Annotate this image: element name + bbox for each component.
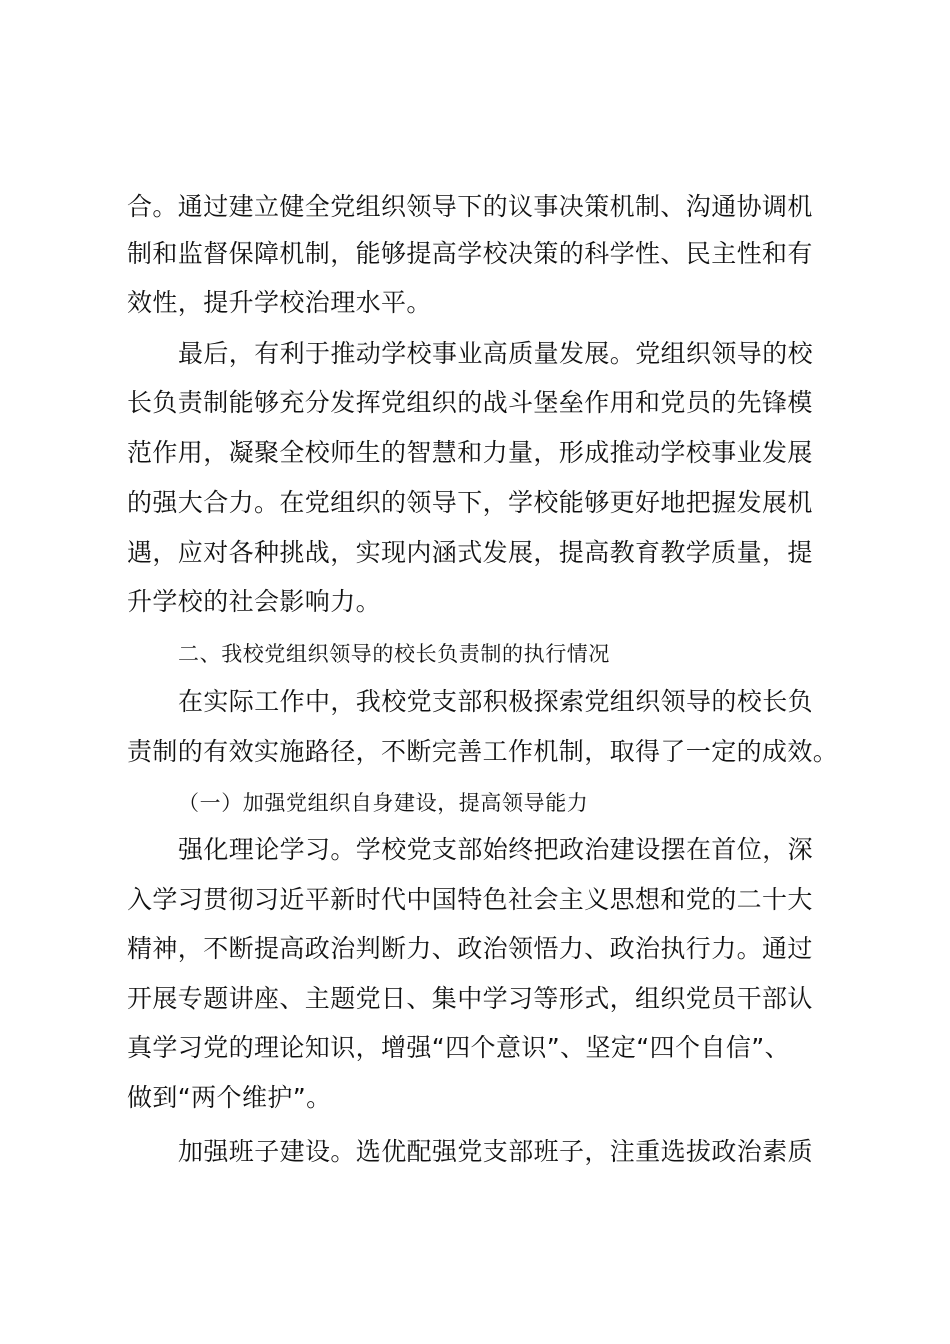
body-text-line: 升学校的社会影响力。 <box>127 587 382 616</box>
body-text-line: 精神，不断提高政治判断力、政治领悟力、政治执行力。通过 <box>127 934 813 963</box>
body-text-line: 合。通过建立健全党组织领导下的议事决策机制、沟通协调机 <box>127 192 813 221</box>
section-heading: 二、我校党组织领导的校长负责制的执行情况 <box>178 642 610 666</box>
body-text-line: 开展专题讲座、主题党日、集中学习等形式，组织党员干部认 <box>127 984 813 1013</box>
paragraph-first-line: 强化理论学习。学校党支部始终把政治建设摆在首位，深 <box>178 835 814 864</box>
body-text-line: 的强大合力。在党组织的领导下，学校能够更好地把握发展机 <box>127 488 813 517</box>
body-text-line: 范作用，凝聚全校师生的智慧和力量，形成推动学校事业发展 <box>127 438 813 467</box>
body-text-line: 责制的有效实施路径，不断完善工作机制，取得了一定的成效。 <box>127 737 839 766</box>
body-text-line: 入学习贯彻习近平新时代中国特色社会主义思想和党的二十大 <box>127 885 813 914</box>
paragraph-first-line: 在实际工作中，我校党支部积极探索党组织领导的校长负 <box>178 687 814 716</box>
subsection-heading: （一）加强党组织自身建设，提高领导能力 <box>178 791 589 815</box>
body-text-line: 长负责制能够充分发挥党组织的战斗堡垒作用和党员的先锋模 <box>127 388 813 417</box>
body-text-line: 真学习党的理论知识，增强“四个意识”、坚定“四个自信”、 <box>127 1033 791 1062</box>
body-text-line: 效性，提升学校治理水平。 <box>127 288 432 317</box>
paragraph-first-line: 加强班子建设。选优配强党支部班子，注重选拔政治素质 <box>178 1137 814 1166</box>
paragraph-first-line: 最后，有利于推动学校事业高质量发展。党组织领导的校 <box>178 339 814 368</box>
body-text-line: 遇，应对各种挑战，实现内涵式发展，提高教育教学质量，提 <box>127 538 813 567</box>
body-text-line: 做到“两个维护”。 <box>127 1083 332 1112</box>
body-text-line: 制和监督保障机制，能够提高学校决策的科学性、民主性和有 <box>127 239 813 268</box>
